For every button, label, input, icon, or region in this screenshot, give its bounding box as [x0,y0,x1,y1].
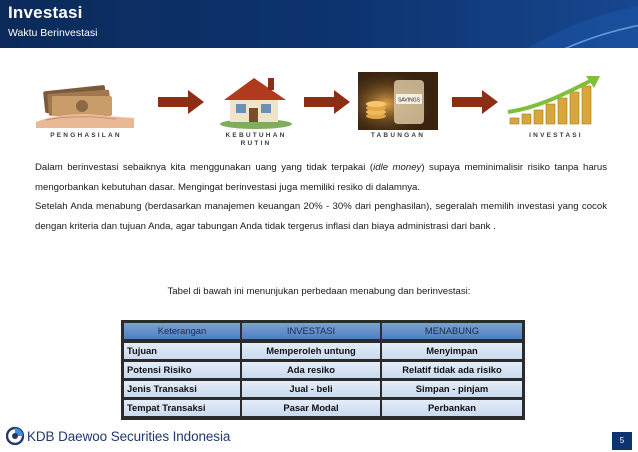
table-cell: Jenis Transaksi [124,381,240,397]
table-cell: Memperoleh untung [242,343,380,359]
table-cell: Ada resiko [242,362,380,378]
table-cell: Menyimpan [382,343,522,359]
table-row [123,361,523,379]
table-row [123,342,523,360]
table-cell: Tempat Transaksi [124,400,240,416]
arrow-right-icon [158,90,204,114]
company-name: KDB Daewoo Securities Indonesia [27,428,231,444]
table-row [123,399,523,417]
paragraph-1: Dalam berinvestasi sebaiknya kita menggunakan uang yang tidak terpakai (idle money) supaya meminimalisir risiko tanpa harus mengorbankan kebutuhan dasar. Mengingat berinvestasi juga memiliki resiko di dalamnya. [35,162,608,193]
table-caption: Tabel di bawah ini menunjukan perbedaan menabung dan berinvestasi: [167,286,471,297]
flow-step-investasi [506,72,606,150]
table-header-cell: Keterangan [124,323,240,339]
table-cell: Perbankan [382,400,522,416]
flow-step-kebutuhan-rutin [216,72,296,150]
arrow-right-icon [452,90,498,114]
table-cell: Relatif tidak ada risiko [382,362,522,378]
table-cell: Jual - beli [242,381,380,397]
coin-jar-icon [358,72,438,130]
income-flow-diagram [36,72,606,150]
growth-coins-icon [506,72,606,130]
table-cell: Pasar Modal [242,400,380,416]
table-header-cell: MENABUNG [382,323,522,339]
table-row [123,380,523,398]
header-swoosh-decoration [488,0,638,48]
comparison-table [121,320,525,420]
table-cell: Tujuan [124,343,240,359]
table-cell: Potensi Risiko [124,362,240,378]
slide-title: Investasi [8,3,83,22]
body-paragraph [35,158,607,236]
slide-header [0,0,638,48]
idle-money-term: idle money [373,162,422,173]
paragraph-2: Setelah Anda menabung (berdasarkan manajemen keuangan 20% - 30% dari penghasilan), segeralah memilih investasi yang cocok dengan kriteria dan tujuan Anda, agar tabungan Anda tidak tergerus inflasi dan biaya administrasi dari bank . [35,201,607,232]
flow-step-label: TABUNGAN [370,132,426,139]
table-cell: Simpan - pinjam [382,381,522,397]
flow-step-label: INVESTASI [529,132,583,139]
page-number: 5 [612,432,632,450]
table-header-row [123,322,523,340]
flow-step-penghasilan [36,72,136,150]
flow-step-tabungan [358,72,438,150]
slide-subtitle: Waktu Berinvestasi [8,27,98,39]
company-logo [6,426,230,446]
arrow-right-icon [304,90,350,114]
svg-text:SAVINGS: SAVINGS [398,97,420,104]
hand-money-icon [36,72,136,130]
flow-step-label: KEBUTUHAN [225,132,287,139]
flow-step-label: PENGHASILAN [50,132,122,139]
kdb-logo-icon [6,427,24,445]
house-icon [216,72,296,130]
flow-step-label-line2: RUTIN [240,140,272,147]
table-header-cell: INVESTASI [242,323,380,339]
